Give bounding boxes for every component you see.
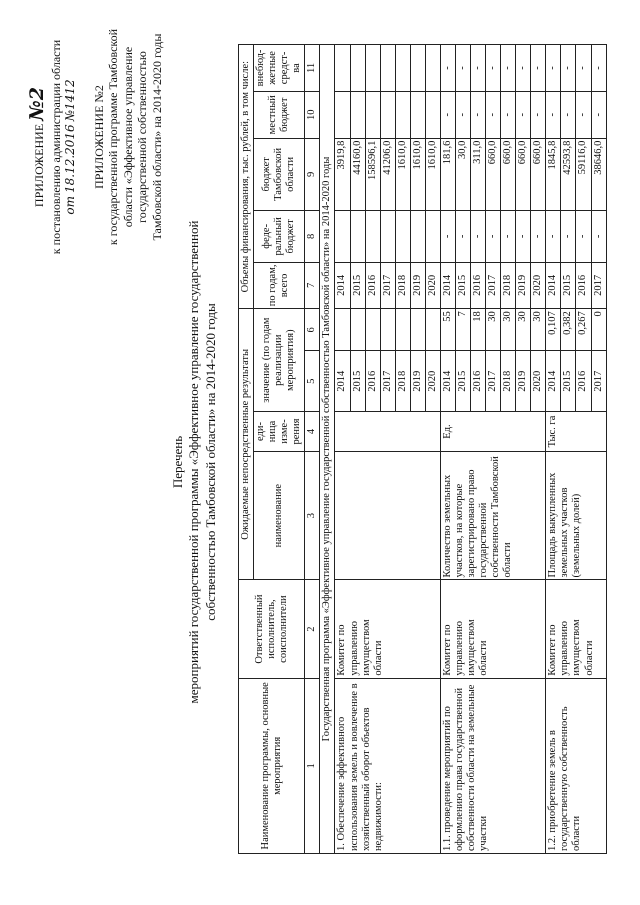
handwritten-number: №2 bbox=[26, 86, 48, 121]
funding-extra bbox=[335, 45, 350, 92]
result-value: 55 bbox=[440, 309, 455, 351]
th-f-federal: феде-ральный бюджет bbox=[254, 211, 305, 262]
funding-federal bbox=[410, 211, 425, 262]
result-year: 2017 bbox=[486, 351, 501, 412]
title-heading: Перечень bbox=[170, 435, 185, 489]
funding-extra: - bbox=[471, 45, 486, 92]
funding-local: - bbox=[440, 91, 455, 138]
funding-local: - bbox=[501, 91, 516, 138]
funding-extra: - bbox=[440, 45, 455, 92]
table-row bbox=[546, 45, 561, 854]
program-row: Государственная программа «Эффективное управление государственной собственностью Тамбовской области» на 2014-2020 годы bbox=[320, 45, 335, 854]
funding-local: - bbox=[486, 91, 501, 138]
funding-regional: 1610,0 bbox=[410, 138, 425, 210]
decree-date: от 18.12.2016 №1412 bbox=[63, 79, 78, 215]
funding-local bbox=[365, 91, 380, 138]
result-value bbox=[365, 309, 380, 351]
result-value: 0,382 bbox=[561, 309, 576, 351]
handwritten-no: №1412 bbox=[63, 79, 78, 122]
funding-local bbox=[425, 91, 440, 138]
funding-year: 2016 bbox=[365, 262, 380, 309]
table-row bbox=[440, 45, 455, 854]
funding-federal bbox=[365, 211, 380, 262]
funding-local: - bbox=[531, 91, 546, 138]
th-results: Ожидаемые непосредственные результаты bbox=[239, 309, 254, 580]
result-unit bbox=[335, 412, 440, 452]
result-value bbox=[395, 309, 410, 351]
funding-extra bbox=[410, 45, 425, 92]
funding-year: 2020 bbox=[531, 262, 546, 309]
program-appendix: ПРИЛОЖЕНИЕ №2 к государственной программе Тамбовской области «Эффективное управление государственной собственностью Тамбовской области» на 2014-2020 годы bbox=[92, 28, 164, 246]
result-year: 2014 bbox=[335, 351, 350, 412]
funding-local bbox=[380, 91, 395, 138]
funding-regional: 660,0 bbox=[531, 138, 546, 210]
funding-federal: - bbox=[471, 211, 486, 262]
funding-local: - bbox=[561, 91, 576, 138]
section-responsible: Комитет по управлению имуществом области bbox=[546, 580, 606, 678]
funding-extra: - bbox=[501, 45, 516, 92]
funding-federal bbox=[395, 211, 410, 262]
funding-federal: - bbox=[561, 211, 576, 262]
funding-regional: 1610,0 bbox=[425, 138, 440, 210]
th-name: Наименование программы, основные мероприятия bbox=[239, 678, 305, 853]
funding-regional: 59116,0 bbox=[576, 138, 591, 210]
result-year: 2016 bbox=[365, 351, 380, 412]
funding-federal bbox=[380, 211, 395, 262]
funding-local bbox=[350, 91, 365, 138]
funding-extra: - bbox=[546, 45, 561, 92]
result-year: 2015 bbox=[561, 351, 576, 412]
funding-federal: - bbox=[516, 211, 531, 262]
result-year: 2015 bbox=[455, 351, 470, 412]
funding-extra: - bbox=[455, 45, 470, 92]
result-year: 2018 bbox=[395, 351, 410, 412]
funding-local: - bbox=[546, 91, 561, 138]
funding-local bbox=[395, 91, 410, 138]
section-name: 1.2. приобретение земель в государственную собственность области bbox=[546, 678, 606, 853]
funding-year: 2019 bbox=[410, 262, 425, 309]
result-year: 2019 bbox=[516, 351, 531, 412]
column-numbers-row: 1 2 3 4 5 6 7 8 9 10 11 bbox=[305, 45, 320, 854]
funding-regional: 181,6 bbox=[440, 138, 455, 210]
funding-local: - bbox=[576, 91, 591, 138]
title-line2: собственностью Тамбовской области» на 2014-2020 годы bbox=[202, 303, 218, 621]
funding-year: 2016 bbox=[471, 262, 486, 309]
measures-table bbox=[238, 44, 607, 854]
result-year: 2017 bbox=[380, 351, 395, 412]
funding-federal: - bbox=[546, 211, 561, 262]
funding-extra: - bbox=[516, 45, 531, 92]
th-res-unit: еди-ница изме-рения bbox=[254, 412, 305, 452]
appendix-title: ПРИЛОЖЕНИЕ №2 bbox=[26, 86, 48, 208]
funding-year: 2015 bbox=[455, 262, 470, 309]
result-value: 0,267 bbox=[576, 309, 591, 351]
appendix-header bbox=[26, 12, 78, 282]
funding-year: 2015 bbox=[561, 262, 576, 309]
handwritten-date: 18.12.2016 bbox=[63, 124, 78, 194]
funding-year: 2018 bbox=[395, 262, 410, 309]
table-body bbox=[320, 45, 606, 854]
funding-extra bbox=[380, 45, 395, 92]
result-name: Количество земельных участков, на которые зарегистрировано право государственной собственности Тамбовской области bbox=[440, 451, 545, 580]
funding-year: 2014 bbox=[440, 262, 455, 309]
funding-local: - bbox=[591, 91, 606, 138]
section-responsible: Комитет по управлению имуществом области bbox=[440, 580, 545, 678]
funding-regional: 660,0 bbox=[486, 138, 501, 210]
funding-regional: 38646,0 bbox=[591, 138, 606, 210]
result-unit: Ед. bbox=[440, 412, 545, 452]
funding-regional: 41206,0 bbox=[380, 138, 395, 210]
table-row bbox=[335, 45, 350, 854]
funding-year: 2019 bbox=[516, 262, 531, 309]
funding-regional: 1845,8 bbox=[546, 138, 561, 210]
result-value: 30 bbox=[531, 309, 546, 351]
funding-extra bbox=[350, 45, 365, 92]
th-responsible: Ответственный исполнитель, соисполнители bbox=[239, 580, 305, 678]
funding-federal: - bbox=[440, 211, 455, 262]
funding-federal bbox=[425, 211, 440, 262]
funding-extra bbox=[395, 45, 410, 92]
th-f-total: по годам, всего bbox=[254, 262, 305, 309]
funding-extra bbox=[365, 45, 380, 92]
section-name: 1.1. проведение мероприятий по оформлению права государственной собственности области на земельные участки bbox=[440, 678, 545, 853]
funding-local: - bbox=[455, 91, 470, 138]
th-f-extra: внебюд-жетные средст-ва bbox=[254, 45, 305, 92]
result-value: 0 bbox=[591, 309, 606, 351]
funding-federal: - bbox=[501, 211, 516, 262]
funding-regional: 1610,0 bbox=[395, 138, 410, 210]
result-year: 2019 bbox=[410, 351, 425, 412]
funding-federal bbox=[335, 211, 350, 262]
result-year: 2020 bbox=[531, 351, 546, 412]
th-funding: Объемы финансирования, тыс. рублей, в том числе: bbox=[239, 45, 254, 309]
result-value bbox=[425, 309, 440, 351]
result-value bbox=[380, 309, 395, 351]
funding-year: 2020 bbox=[425, 262, 440, 309]
funding-federal: - bbox=[486, 211, 501, 262]
result-year: 2014 bbox=[546, 351, 561, 412]
funding-regional: 3919,8 bbox=[335, 138, 350, 210]
funding-extra bbox=[425, 45, 440, 92]
section-name: 1. Обеспечение эффективного использования земель и вовлечение в хозяйственный оборот объектов недвижимости: bbox=[335, 678, 440, 853]
funding-regional: 30,0 bbox=[455, 138, 470, 210]
funding-federal: - bbox=[591, 211, 606, 262]
funding-year: 2014 bbox=[335, 262, 350, 309]
title-line1: мероприятий государственной программы «Эффективное управление государственной bbox=[186, 220, 202, 704]
result-value bbox=[335, 309, 350, 351]
result-value: 7 bbox=[455, 309, 470, 351]
result-value: 30 bbox=[486, 309, 501, 351]
result-value: 0,107 bbox=[546, 309, 561, 351]
funding-year: 2017 bbox=[380, 262, 395, 309]
result-year: 2016 bbox=[576, 351, 591, 412]
result-unit: Тыс. га bbox=[546, 412, 606, 452]
funding-local bbox=[410, 91, 425, 138]
funding-regional: 311,0 bbox=[471, 138, 486, 210]
funding-extra: - bbox=[486, 45, 501, 92]
result-value: 30 bbox=[516, 309, 531, 351]
document-title bbox=[170, 162, 219, 762]
funding-regional: 660,0 bbox=[516, 138, 531, 210]
decree-line: к постановлению администрации области bbox=[48, 39, 63, 255]
funding-year: 2016 bbox=[576, 262, 591, 309]
funding-federal: - bbox=[576, 211, 591, 262]
result-year: 2017 bbox=[591, 351, 606, 412]
funding-regional: 42593,8 bbox=[561, 138, 576, 210]
rotated-content bbox=[20, 12, 620, 892]
result-value: 30 bbox=[501, 309, 516, 351]
funding-regional: 158596,1 bbox=[365, 138, 380, 210]
result-year: 2015 bbox=[350, 351, 365, 412]
funding-federal bbox=[350, 211, 365, 262]
th-f-regional: бюджет Тамбовской области bbox=[254, 138, 305, 210]
th-res-value: значение (по годам реализации мероприятия) bbox=[254, 309, 305, 412]
funding-federal: - bbox=[531, 211, 546, 262]
funding-extra: - bbox=[576, 45, 591, 92]
th-res-name: наименование bbox=[254, 451, 305, 580]
funding-federal: - bbox=[455, 211, 470, 262]
funding-year: 2015 bbox=[350, 262, 365, 309]
result-name: Площадь выкупленных земельных участков (земельных долей) bbox=[546, 451, 606, 580]
result-year: 2016 bbox=[471, 351, 486, 412]
th-f-local: местный бюджет bbox=[254, 91, 305, 138]
result-value bbox=[410, 309, 425, 351]
result-year: 2018 bbox=[501, 351, 516, 412]
funding-year: 2017 bbox=[591, 262, 606, 309]
result-value bbox=[350, 309, 365, 351]
section-responsible: Комитет по управлению имуществом области bbox=[335, 580, 440, 678]
result-year: 2020 bbox=[425, 351, 440, 412]
funding-year: 2017 bbox=[486, 262, 501, 309]
funding-local: - bbox=[516, 91, 531, 138]
result-value: 18 bbox=[471, 309, 486, 351]
funding-extra: - bbox=[531, 45, 546, 92]
funding-local: - bbox=[471, 91, 486, 138]
result-name bbox=[335, 451, 440, 580]
funding-regional: 660,0 bbox=[501, 138, 516, 210]
funding-local bbox=[335, 91, 350, 138]
funding-year: 2018 bbox=[501, 262, 516, 309]
funding-extra: - bbox=[591, 45, 606, 92]
funding-extra: - bbox=[561, 45, 576, 92]
result-year: 2014 bbox=[440, 351, 455, 412]
funding-regional: 44160,0 bbox=[350, 138, 365, 210]
funding-year: 2014 bbox=[546, 262, 561, 309]
